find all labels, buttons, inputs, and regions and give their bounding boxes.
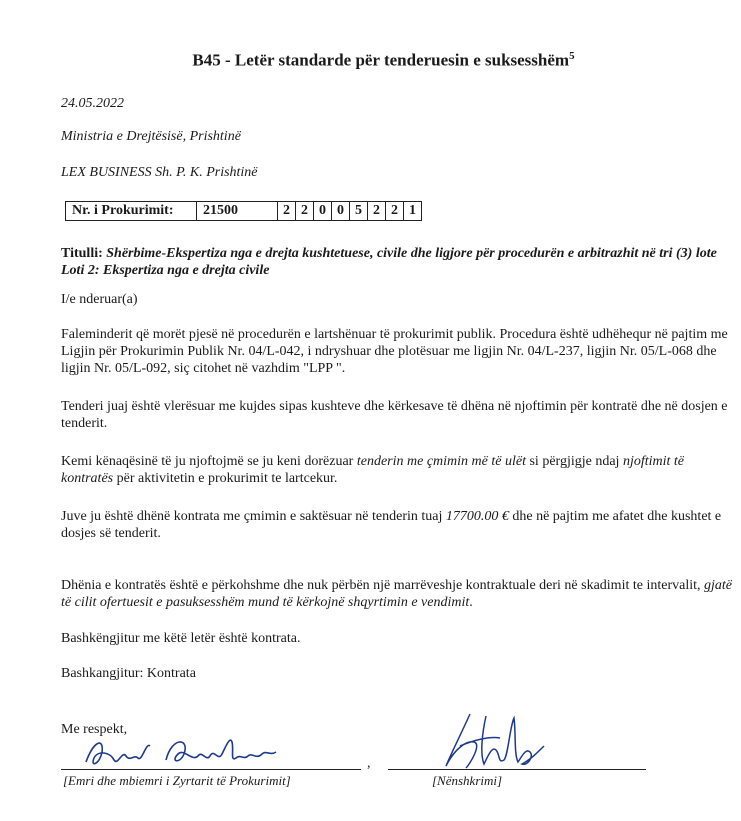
contracting-authority: Ministria e Drejtësisë, Prishtinë [61, 129, 241, 144]
procurement-number: 21500 [197, 202, 278, 221]
procurement-digit: 2 [368, 202, 386, 221]
p3-text-e: për aktivitetin e prokurimit te lartcekur. [113, 471, 338, 486]
procurement-digit: 0 [314, 202, 332, 221]
handwritten-name-scribble [80, 732, 280, 774]
title-text: B45 - Letër standarde për tenderuesin e suksesshëm [192, 50, 570, 70]
subject-line [61, 245, 741, 279]
p4-text-c: dhe në pajtim me afatet dhe kushtet e dosjes së tenderit. [61, 509, 722, 541]
name-signature-line [61, 769, 361, 770]
procurement-digit: 0 [332, 202, 350, 221]
recipient: LEX BUSINESS Sh. P. K. Prishtinë [61, 165, 258, 180]
signature-scribble [430, 706, 550, 778]
paragraph-award [61, 508, 733, 542]
closing: Me respekt, [61, 722, 128, 737]
p5-text-c: . [469, 595, 473, 610]
letter-date: 24.05.2022 [61, 96, 124, 111]
p3-text-a: Kemi kënaqësinë të ju njoftojmë se ju keni dorëzuar [61, 454, 357, 469]
procurement-number-table [65, 201, 422, 221]
p5-text-b: gjatë të cilit ofertuesit e pasuksesshëm mund të kërkojnë shqyrtimin e vendimit [61, 578, 732, 610]
procurement-label: Nr. i Prokurimit: [66, 202, 197, 221]
attachment-list: Bashkangjitur: Kontrata [61, 666, 196, 681]
signature-separator: , [367, 756, 371, 771]
procurement-digit: 2 [386, 202, 404, 221]
p4-text-a: Juve ju është dhënë kontrata me çmimin e saktësuar në tenderin tuaj [61, 509, 446, 524]
subject-text: Shërbime-Ekspertiza nga e drejta kushtetuese, civile dhe ligjore për procedurën e arbitrazhit në tri (3) lote Loti 2: Ekspertiza nga e drejta civile [61, 246, 717, 278]
contract-price: 17700.00 € [445, 509, 509, 524]
procurement-digit: 1 [404, 202, 422, 221]
official-name-caption: [Emri dhe mbiemri i Zyrtarit të Prokurimit] [63, 773, 291, 788]
salutation: I/e nderuar(a) [61, 292, 138, 307]
document-title [0, 50, 727, 71]
paragraph-evaluation: Tenderi juaj është vlerësuar me kujdes sipas kushteve dhe kërkesave të dhëna në njoftimin për kontratë dhe në dosjen e tenderit. [61, 399, 728, 431]
procurement-digit: 5 [350, 202, 368, 221]
paragraph-attachment: Bashkëngjitur me këtë letër është kontrata. [61, 631, 301, 646]
subject-label: Titulli: [61, 246, 103, 261]
p5-text-a: Dhënia e kontratës është e përkohshme dhe nuk përbën një marrëveshje kontraktuale deri në skadimit te intervalit, [61, 578, 704, 593]
paragraph-standstill [61, 577, 733, 611]
signature-caption: [Nënshkrimi] [432, 773, 503, 788]
p3-text-b: tenderin me çmimin më të ulët [356, 454, 526, 469]
title-footnote: 5 [569, 50, 575, 62]
p3-text-d: njoftimit të kontratës [61, 454, 684, 486]
paragraph-procedure: Faleminderit që morët pjesë në procedurën e lartshënuar të prokurimit publik. Procedura është udhëhequr në pajtim me Ligjin për Prokurimin Publik Nr. 04/L-042, i ndryshuar dhe plotësuar me ligjin Nr. 04/L-237, ligjin Nr. 05/L-068 dhe ligjin Nr. 05/L-092, siç citohet në vazhdim "LPP ". [61, 327, 728, 376]
procurement-digit: 2 [296, 202, 314, 221]
signature-line [388, 769, 646, 770]
procurement-digit: 2 [278, 202, 296, 221]
paragraph-notification [61, 453, 733, 487]
p3-text-c: si përgjigje ndaj [525, 454, 623, 469]
